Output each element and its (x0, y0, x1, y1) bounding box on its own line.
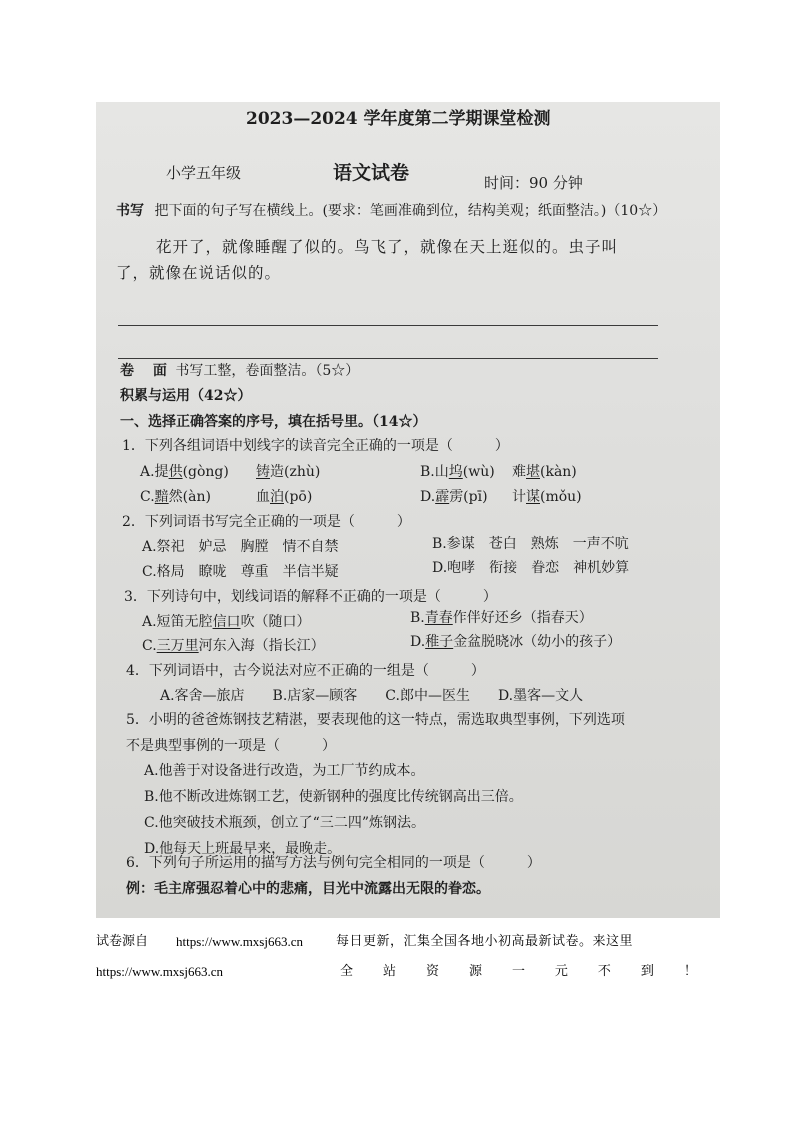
question-6-stem: 6．下列句子所运用的描写方法与例句完全相同的一项是（ ） (126, 855, 541, 871)
footer-char: 资 (425, 964, 439, 979)
underlined-char: 供 (168, 464, 183, 480)
q1-option-d1: D.霹雳(pī) (420, 489, 488, 505)
underlined-word: 三万里 (156, 638, 199, 654)
writing-sentence-1: 花开了，就像睡醒了似的。鸟飞了，就像在天上逛似的。虫子叫 (156, 238, 619, 256)
q1-option-b2: 难堪(kàn) (512, 464, 577, 480)
q5-option-a: A.他善于对设备进行改造，为工厂节约成本。 (144, 763, 425, 779)
q3-option-d: D.稚子金盆脱晓冰（幼小的孩子） (410, 634, 622, 650)
underlined-char: 堪 (526, 464, 540, 480)
question-5-stem-1: 5．小明的爸爸炼钢技艺精湛，要表现他的这一特点，需选取典型事例，下列选项 (126, 712, 625, 728)
footer-char: 全 (340, 964, 354, 979)
section-title: 积累与运用（42☆） (120, 388, 252, 404)
paper-neatness (120, 362, 359, 380)
writing-label: 书写 (116, 203, 144, 219)
underlined-char: 铸 (256, 464, 270, 480)
writing-instruction: 把下面的句子写在横线上。(要求：笔画准确到位，结构美观；纸面整洁。)（10☆） (154, 203, 667, 219)
footer-link-1[interactable]: https://www.mxsj663.cn (176, 934, 303, 949)
q5-option-b: B.他不断改进炼钢工艺，使新钢种的强度比传统钢高出三倍。 (144, 789, 523, 805)
underlined-char: 坞 (448, 464, 463, 480)
question-4-stem: 4．下列词语中，古今说法对应不正确的一组是（ ） (126, 663, 485, 679)
q1-option-c1: C.黯然(àn) (140, 489, 211, 505)
footer-source-label: 试卷源自 (96, 934, 149, 949)
underlined-word: 稚子 (425, 634, 454, 650)
footer-spread-text (340, 964, 697, 980)
writing-sentence-2: 了，就像在说话似的。 (116, 264, 282, 282)
q1-option-c2: 血泊(pō) (256, 489, 313, 505)
q3-option-a: A.短笛无腔信口吹（随口） (142, 614, 311, 630)
question-5-stem-2: 不是典型事例的一项是（ ） (126, 738, 336, 754)
question-3-stem: 3．下列诗句中，划线词语的解释不正确的一项是（ ） (124, 589, 497, 605)
subject-title: 语文试卷 (333, 162, 410, 184)
q1-option-a1: A.提供(gòng) (140, 464, 229, 480)
q3-option-b: B.青春作伴好还乡（指春天） (410, 610, 593, 626)
q1-option-b1: B.山坞(wù) (420, 464, 495, 480)
footer-char: 不 (597, 964, 611, 979)
q5-option-c: C.他突破技术瓶颈，创立了“三二四”炼钢法。 (144, 815, 425, 831)
q2-option-b: B.参谋 苍白 熟炼 一声不吭 (432, 536, 629, 552)
q1-option-d2: 计谋(mǒu) (512, 489, 582, 505)
writing-line-2 (118, 358, 658, 359)
question-6-example: 例：毛主席强忍着心中的悲痛，目光中流露出无限的眷恋。 (126, 881, 490, 897)
q4-options: A.客舍—旅店 B.店家—顾客 C.郎中—医生 D.墨客—文人 (160, 688, 584, 704)
paper-label: 卷 面 (120, 363, 167, 379)
question-1-stem: 1．下列各组词语中划线字的读音完全正确的一项是（ ） (122, 438, 509, 454)
q1-option-a2: 铸造(zhù) (256, 464, 321, 480)
footer-char: ！ (683, 964, 697, 979)
exam-time: 时间：90 分钟 (484, 174, 583, 192)
writing-line-1 (118, 325, 658, 326)
footer-char: 元 (554, 964, 568, 979)
part-one-title: 一、选择正确答案的序号，填在括号里。（14☆） (120, 414, 427, 430)
footer-char: 源 (468, 964, 482, 979)
writing-section (116, 202, 666, 220)
footer-char: 站 (382, 964, 396, 979)
underlined-char: 谋 (526, 489, 540, 505)
grade-label: 小学五年级 (166, 164, 242, 182)
underlined-char: 泊 (270, 489, 284, 505)
q2-option-d: D.咆哮 衔接 眷恋 神机妙算 (432, 560, 630, 576)
question-2-stem: 2．下列词语书写完全正确的一项是（ ） (122, 514, 411, 530)
q5-option-d: D.他每天上班最早来，最晚走。 (144, 841, 342, 857)
q2-option-c: C.格局 瞭咙 尊重 半信半疑 (142, 564, 339, 580)
exam-photo (96, 102, 720, 918)
footer-char: 到 (640, 964, 654, 979)
paper-text: 书写工整，卷面整洁。（5☆） (175, 363, 360, 379)
q2-option-a: A.祭祀 妒忌 胸膛 情不自禁 (142, 539, 339, 555)
underlined-char: 霹 (435, 489, 450, 505)
underlined-char: 黯 (154, 489, 169, 505)
exam-title: 2023—2024 学年度第二学期课堂检测 (246, 109, 551, 129)
underlined-word: 青春 (424, 610, 453, 626)
footer-slogan: 每日更新，汇集全国各地小初高最新试卷。来这里 (336, 934, 634, 949)
q3-option-c: C.三万里河东入海（指长江） (142, 638, 325, 654)
footer-char: 一 (511, 964, 525, 979)
underlined-word: 信口 (212, 614, 241, 630)
footer-link-2[interactable]: https://www.mxsj663.cn (96, 964, 223, 979)
